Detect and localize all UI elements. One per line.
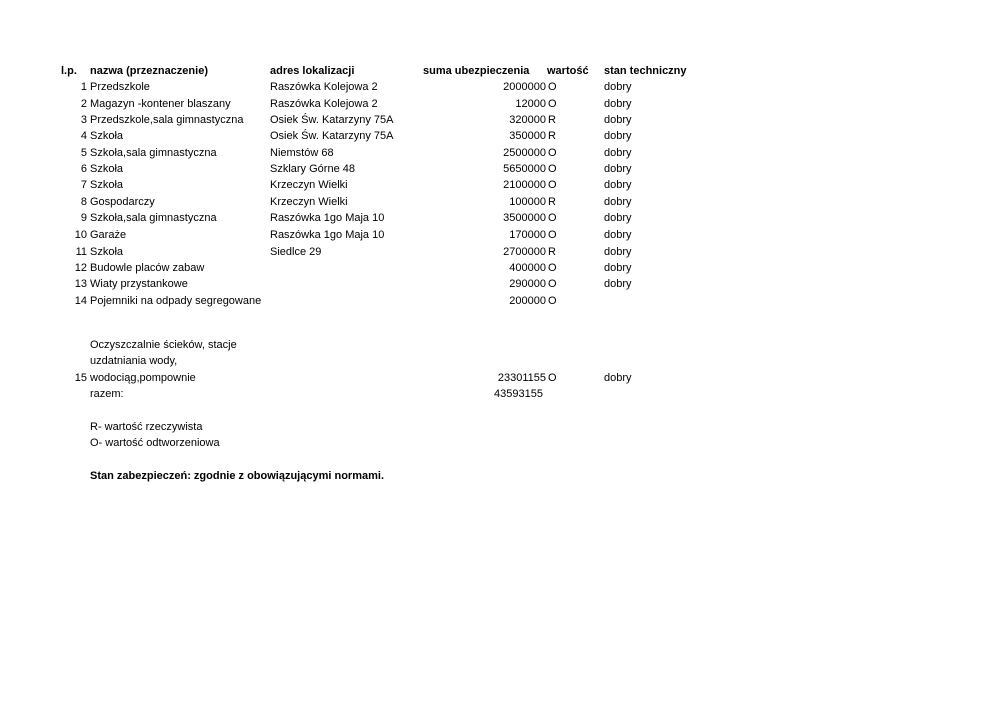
row-15-name-line: uzdatniania wody,	[90, 355, 178, 368]
row-address: Krzeczyn Wielki	[270, 196, 348, 208]
row-lp: 3	[80, 114, 87, 126]
row-value-type: O	[548, 147, 557, 159]
row-lp: 2	[80, 98, 87, 110]
row-address: Szklary Górne 48	[270, 163, 355, 175]
row-value-type: O	[548, 81, 557, 93]
row-lp: 4	[80, 130, 87, 142]
row-lp: 13	[74, 278, 87, 290]
row-sum: 400000	[509, 262, 546, 274]
row-name: Szkoła	[90, 246, 124, 258]
row-name: Szkoła	[90, 179, 124, 191]
row-value-type: R	[548, 114, 556, 126]
row-address: Raszówka 1go Maja 10	[270, 212, 385, 224]
row-address: Raszówka 1go Maja 10	[270, 229, 385, 241]
row-condition: dobry	[604, 163, 632, 175]
legend-o: O- wartość odtworzeniowa	[90, 437, 220, 449]
row-value-type: R	[548, 130, 556, 142]
row-value-type: R	[548, 246, 556, 258]
header-name: nazwa (przeznaczenie)	[90, 65, 208, 77]
table-row	[0, 244, 992, 260]
security-note: Stan zabezpieczeń: zgodnie z obowiązującymi normami.	[90, 470, 384, 482]
row-name: Pojemniki na odpady segregowane	[90, 295, 262, 307]
row-lp: 14	[74, 295, 87, 307]
row-15-sum: 23301155	[497, 372, 546, 384]
header-value: wartość	[547, 65, 589, 77]
row-name: Przedszkole,sala gimnastyczna	[90, 114, 244, 126]
row-lp: 11	[75, 246, 87, 258]
row-value-type: O	[548, 262, 557, 274]
row-value-type: O	[548, 98, 557, 110]
row-value-type: O	[548, 179, 557, 191]
row-value-type: R	[548, 196, 556, 208]
row-address: Osiek Św. Katarzyny 75A	[270, 114, 394, 126]
row-address: Siedlce 29	[270, 246, 322, 258]
row-condition: dobry	[604, 196, 632, 208]
row-sum: 12000	[515, 98, 546, 110]
row-sum: 2000000	[503, 81, 546, 93]
row-sum: 200000	[509, 295, 546, 307]
row-condition: dobry	[604, 98, 632, 110]
table-row	[0, 276, 992, 292]
row-15-condition: dobry	[604, 372, 632, 384]
row-condition: dobry	[604, 179, 632, 191]
table-row	[0, 293, 992, 309]
row-condition: dobry	[604, 147, 632, 159]
row-name: Szkoła	[90, 163, 124, 175]
row-name: Magazyn -kontener blaszany	[90, 98, 231, 110]
row-lp: 10	[74, 229, 87, 241]
row-lp: 7	[80, 179, 87, 191]
row-condition: dobry	[604, 278, 632, 290]
row-value-type: O	[548, 229, 557, 241]
row-value-type: O	[548, 163, 557, 175]
table-row	[0, 128, 992, 144]
header-condition: stan techniczny	[604, 65, 687, 77]
table-row	[0, 210, 992, 226]
row-address: Niemstów 68	[270, 147, 334, 159]
total-sum: 43593155	[494, 388, 543, 400]
row-name: Garaże	[90, 229, 127, 241]
row-address: Raszówka Kolejowa 2	[270, 98, 378, 110]
row-lp: 1	[80, 81, 87, 93]
row-lp: 6	[80, 163, 87, 175]
row-name: Wiaty przystankowe	[90, 278, 188, 290]
row-15-name-line: wodociąg,pompownie	[90, 371, 196, 384]
row-lp: 9	[80, 212, 87, 224]
row-condition: dobry	[604, 229, 632, 241]
row-name: Przedszkole	[90, 81, 150, 93]
row-condition: dobry	[604, 130, 632, 142]
row-name: Gospodarczy	[90, 196, 155, 208]
row-address: Osiek Św. Katarzyny 75A	[270, 130, 394, 142]
row-condition: dobry	[604, 246, 632, 258]
row-address: Raszówka Kolejowa 2	[270, 81, 378, 93]
row-address: Krzeczyn Wielki	[270, 179, 348, 191]
row-sum: 5650000	[503, 163, 546, 175]
row-value-type: O	[548, 212, 557, 224]
row-sum: 320000	[509, 114, 546, 126]
row-sum: 3500000	[503, 212, 546, 224]
row-sum: 2100000	[503, 179, 546, 191]
table-row	[0, 177, 992, 193]
table-row	[0, 96, 992, 112]
row-sum: 100000	[509, 196, 546, 208]
header-address: adres lokalizacji	[270, 65, 355, 77]
row-sum: 2700000	[503, 246, 546, 258]
row-15-name	[90, 337, 260, 386]
row-name: Szkoła,sala gimnastyczna	[90, 212, 217, 224]
row-condition: dobry	[604, 114, 632, 126]
row-condition: dobry	[604, 81, 632, 93]
total-label: razem:	[90, 388, 124, 400]
table-row	[0, 145, 992, 161]
row-condition: dobry	[604, 262, 632, 274]
legend-r: R- wartość rzeczywista	[90, 421, 203, 433]
row-15-name-line: Oczyszczalnie ścieków, stacje	[90, 339, 237, 351]
row-name: Szkoła	[90, 130, 124, 142]
row-sum: 170000	[509, 229, 546, 241]
row-sum: 2500000	[503, 147, 546, 159]
row-15-value-type: O	[548, 372, 557, 384]
table-row	[0, 227, 992, 243]
table-row	[0, 79, 992, 95]
header-lp: l.p.	[61, 65, 77, 77]
row-value-type: O	[548, 295, 557, 307]
row-sum: 290000	[509, 278, 546, 290]
table-row	[0, 161, 992, 177]
row-lp: 5	[80, 147, 87, 159]
row-name: Budowle placów zabaw	[90, 262, 205, 274]
row-lp: 12	[74, 262, 87, 274]
table-row	[0, 112, 992, 128]
row-lp: 8	[80, 196, 87, 208]
row-value-type: O	[548, 278, 557, 290]
table-row	[0, 194, 992, 210]
row-name: Szkoła,sala gimnastyczna	[90, 147, 217, 159]
table-row	[0, 260, 992, 276]
row-condition: dobry	[604, 212, 632, 224]
row-15-lp: 15	[74, 372, 87, 384]
header-sum: suma ubezpieczenia	[423, 65, 530, 77]
row-sum: 350000	[509, 130, 546, 142]
